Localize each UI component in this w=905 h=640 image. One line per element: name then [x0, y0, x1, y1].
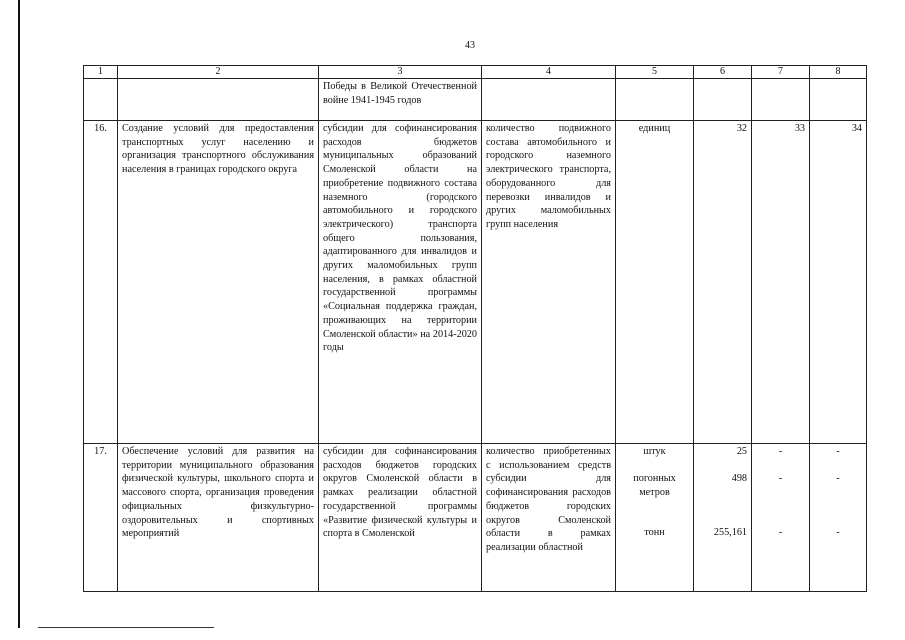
value-2020: -: [836, 446, 840, 457]
value-2020: -: [836, 527, 840, 538]
table-row: [84, 444, 867, 592]
value-2020-cell: 34: [810, 121, 867, 444]
value-2019-cell: 33: [752, 121, 810, 444]
unit-cell: [616, 79, 694, 121]
value-2018: 255,161: [713, 527, 747, 538]
goal-cell: [118, 79, 319, 121]
goal-cell: Создание условий для предоставления транспортных услуг населению и организация транспортного обслуживания населения в границах городского округа: [118, 121, 319, 444]
unit-value: погонных метров: [633, 473, 676, 498]
indicators-table: [83, 65, 867, 592]
value-2018-cell: [694, 79, 752, 121]
column-number-7: 7: [752, 66, 810, 79]
value-2018: 25: [736, 446, 747, 457]
table-row: [84, 121, 867, 444]
page-number: 43: [465, 40, 475, 51]
unit-cell: единиц: [616, 121, 694, 444]
value-2019-cell: [752, 79, 810, 121]
binding-margin-line: [18, 0, 20, 628]
value-2020-cell: [810, 444, 867, 592]
indicator-cell: количество приобретенных с использованием средств субсидии для софинансирования расходов бюджетов городских округов Смоленской области в рамках реализации областной: [482, 444, 616, 592]
column-number-4: 4: [482, 66, 616, 79]
row-number: [84, 79, 118, 121]
unit-value: тонн: [644, 527, 665, 538]
funding-source-cell: субсидии для софинансирования расходов бюджетов муниципальных образований Смоленской области на приобретение подвижного состава наземного (городского автомобильного и городского электрического) транспорта общего пользования, адаптированного для инвалидов и других маломобильных групп населения, в рамках областной государственной программы «Социальная поддержка граждан, проживающих на территории Смоленской области» на 2014-2020 годы: [319, 121, 482, 444]
value-2018-cell: [694, 444, 752, 592]
column-number-3: 3: [319, 66, 482, 79]
goal-cell: Обеспечение условий для развития на территории муниципального образования физической культуры, школьного спорта и массового спорта, организация проведения официальных физкультурно-оздоровительных и спортивных мероприятий: [118, 444, 319, 592]
table-row: [84, 79, 867, 121]
column-number-2: 2: [118, 66, 319, 79]
funding-source-cell: Победы в Великой Отечественной войне 1941-1945 годов: [319, 79, 482, 121]
value-2019-cell: [752, 444, 810, 592]
indicator-cell: количество подвижного состава автомобильного и городского наземного электрического транспорта, оборудованного для перевозки инвалидов и других маломобильных групп населения: [482, 121, 616, 444]
table-header-row: [84, 66, 867, 79]
footnote-rule: [38, 627, 214, 628]
unit-cell: [616, 444, 694, 592]
row-number: 16.: [84, 121, 118, 444]
value-2019: -: [778, 446, 783, 457]
column-number-1: 1: [84, 66, 118, 79]
value-2020-cell: [810, 79, 867, 121]
column-number-6: 6: [694, 66, 752, 79]
value-2018: 498: [731, 473, 747, 484]
indicator-cell: [482, 79, 616, 121]
value-2019: -: [778, 527, 783, 538]
unit-value: штук: [643, 446, 666, 457]
value-2020: -: [836, 473, 840, 484]
value-2018-cell: 32: [694, 121, 752, 444]
row-number: 17.: [84, 444, 118, 592]
funding-source-cell: субсидии для софинансирования расходов бюджетов городских округов Смоленской области в рамках реализации областной государственной программы «Развитие физической культуры и спорта в Смоленской: [319, 444, 482, 592]
column-number-5: 5: [616, 66, 694, 79]
value-2019: -: [778, 473, 783, 484]
column-number-8: 8: [810, 66, 867, 79]
